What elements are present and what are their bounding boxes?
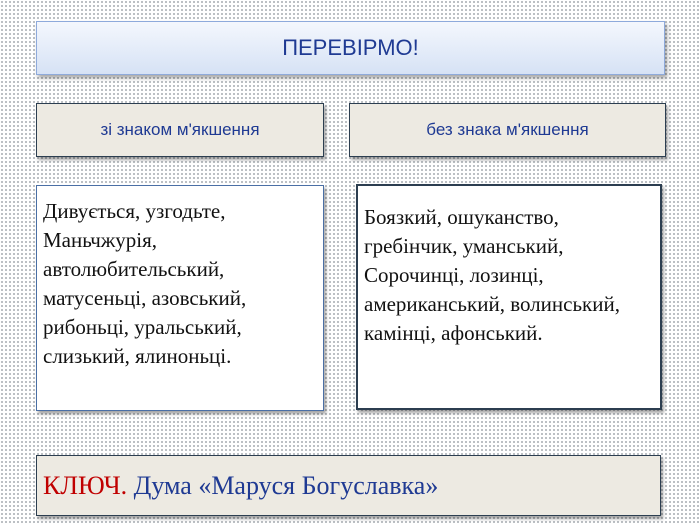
key-label: КЛЮЧ. — [43, 470, 128, 500]
answer-key — [36, 455, 661, 516]
header-without-soft-sign: без знака м'якшення — [349, 103, 666, 157]
words-without-soft-sign: Боязкий, ошуканство, гребінчик, уманський, Сорочинці, лозинці, американський, волинський, камінці, афонський. — [356, 184, 662, 410]
slide-title: ПЕРЕВІРМО! — [36, 21, 665, 75]
words-with-soft-sign: Дивується, узгодьте, Маньчжурія, автолюбительський, матусеньці, азовський, рибоньці, уральський, слизький, ялиноньці. — [36, 185, 324, 411]
key-answer: Дума «Маруся Богуславка» — [133, 470, 439, 500]
header-with-soft-sign: зі знаком м'якшення — [36, 103, 324, 157]
